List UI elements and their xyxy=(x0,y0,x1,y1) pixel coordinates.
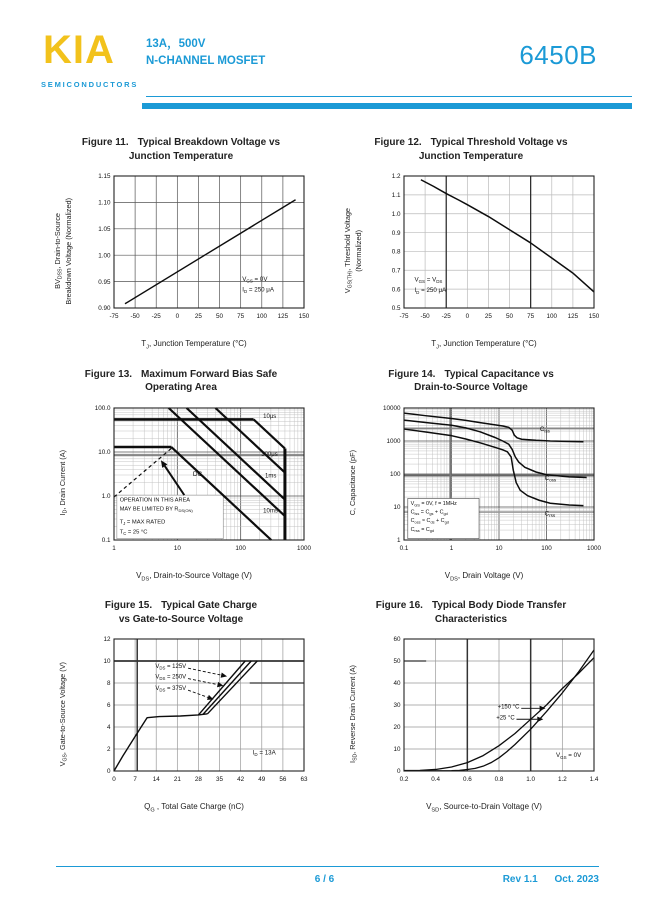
x-axis-label: $V_{SD}$, Source-to-Drain Voltage (V) xyxy=(426,802,542,814)
device-spec-line1: 13A，500V xyxy=(146,38,206,50)
figure-title-line1: Typical Threshold Voltage vs xyxy=(430,137,568,148)
svg-text:DC: DC xyxy=(192,470,203,478)
figure-title xyxy=(326,599,616,626)
y-axis-label: $V_{GS}$, Gate-to-Source Voltage (V) xyxy=(57,662,69,767)
svg-text:0.2: 0.2 xyxy=(399,776,409,784)
figure-title-line2: Drain-to-Source Voltage xyxy=(414,382,528,394)
svg-text:1.1: 1.1 xyxy=(391,192,401,200)
svg-text:49: 49 xyxy=(258,776,266,784)
svg-text:0: 0 xyxy=(106,768,111,776)
figure-number: Figure 15. xyxy=(104,600,153,612)
svg-text:0.95: 0.95 xyxy=(98,278,111,286)
svg-text:4: 4 xyxy=(106,724,111,732)
svg-text:VGS = 0V, f = 1MHz: $V_{GS} = 0V$, f = 1MHz xyxy=(410,500,457,508)
svg-text:+25 °C: +25 °C xyxy=(496,715,515,722)
svg-text:25: 25 xyxy=(484,313,492,320)
page-number: 6 / 6 xyxy=(314,874,335,885)
figure-title-line2: Junction Temperature xyxy=(418,150,524,162)
x-axis-label: $V_{DS}$, Drain Voltage (V) xyxy=(444,570,524,583)
svg-text:0: 0 xyxy=(465,313,470,320)
chart-plot xyxy=(76,400,312,566)
svg-text:0.9: 0.9 xyxy=(391,229,401,237)
svg-text:VGS = 0V: $V_{GS} = 0V$ xyxy=(242,275,268,284)
svg-text:150: 150 xyxy=(588,313,600,320)
x-axis-label: $T_J$, Junction Temperature (°C) xyxy=(141,339,247,351)
figure-title-line1: Typical Gate Charge xyxy=(161,600,258,612)
figure-13 xyxy=(36,368,326,583)
revision: Rev 1.1 xyxy=(502,874,538,885)
svg-text:100.0: 100.0 xyxy=(94,404,111,412)
svg-text:50: 50 xyxy=(506,313,514,320)
svg-text:28: 28 xyxy=(194,776,202,784)
svg-text:Coss: $C_{oss}$ xyxy=(544,474,557,483)
chart-plot xyxy=(366,168,602,334)
figure-11 xyxy=(36,136,326,351)
svg-text:-50: -50 xyxy=(130,313,140,320)
svg-text:Crss = Cgd: $C_{rss} = C_{gd}$ xyxy=(410,526,435,533)
figure-title xyxy=(326,136,616,163)
figure-title-line2: Operating Area xyxy=(145,382,217,394)
svg-text:+150 °C: +150 °C xyxy=(497,704,520,711)
svg-text:8: 8 xyxy=(106,680,111,688)
x-axis-label: $V_{DS}$, Drain-to-Source Voltage (V) xyxy=(136,570,252,583)
figure-number: Figure 13. xyxy=(84,368,133,380)
svg-text:1: 1 xyxy=(112,544,116,552)
svg-text:0: 0 xyxy=(396,768,401,776)
figure-title-line2: vs Gate-to-Source Voltage xyxy=(118,613,244,625)
revision-info xyxy=(503,874,599,885)
svg-text:10ms: 10ms xyxy=(263,507,278,514)
svg-text:10: 10 xyxy=(393,503,401,511)
svg-text:2: 2 xyxy=(106,746,111,754)
svg-text:0.4: 0.4 xyxy=(431,776,441,784)
figure-15 xyxy=(36,599,326,814)
svg-text:1: 1 xyxy=(396,536,401,544)
figure-title-line1: Typical Body Diode Transfer xyxy=(431,600,567,612)
svg-text:0: 0 xyxy=(175,313,180,320)
svg-text:Ciss = Cgs + Cgd: $C_{iss} = C_{gs} + C_{gd}$ xyxy=(410,509,448,516)
svg-text:75: 75 xyxy=(237,313,245,320)
svg-text:-25: -25 xyxy=(151,313,161,320)
figure-title xyxy=(326,368,616,395)
svg-text:1.00: 1.00 xyxy=(98,252,111,260)
svg-text:0.1: 0.1 xyxy=(101,536,111,544)
svg-text:VGS = VDS: $V_{GS} = V_{DS}$ xyxy=(414,276,443,285)
svg-text:Ciss: $C_{iss}$ xyxy=(539,425,550,434)
chart-plot xyxy=(76,631,312,797)
svg-text:7: 7 xyxy=(133,776,137,784)
svg-text:1000: 1000 xyxy=(386,437,401,445)
svg-text:1.10: 1.10 xyxy=(98,199,111,207)
footer-rule xyxy=(56,866,599,867)
svg-text:25: 25 xyxy=(194,313,202,320)
svg-text:TC = 25 °C: $T_C = 25$ °C xyxy=(119,528,148,536)
svg-text:0.8: 0.8 xyxy=(391,248,401,256)
revision-date: Oct. 2023 xyxy=(554,874,599,885)
svg-text:21: 21 xyxy=(173,776,181,784)
figure-number: Figure 14. xyxy=(388,368,436,380)
y-axis-label: $I_{SD}$, Reverse Drain Current (A) xyxy=(347,665,359,764)
svg-text:-25: -25 xyxy=(441,313,451,320)
svg-text:100: 100 xyxy=(235,544,246,552)
svg-text:63: 63 xyxy=(300,776,308,784)
svg-text:0.8: 0.8 xyxy=(494,776,504,784)
svg-text:TJ = MAX RATED: $T_J$ = MAX RATED xyxy=(119,519,166,526)
brand-logo: KIA xyxy=(43,28,115,72)
svg-text:ID = 13A: $I_D = 13A$ xyxy=(252,749,276,758)
page-header xyxy=(0,0,649,118)
svg-text:0.7: 0.7 xyxy=(391,267,401,275)
svg-text:1.0: 1.0 xyxy=(391,210,401,218)
chart-plot xyxy=(76,168,312,334)
figure-12 xyxy=(326,136,616,351)
svg-text:14: 14 xyxy=(152,776,160,784)
device-spec xyxy=(146,36,265,71)
svg-text:0.90: 0.90 xyxy=(98,305,111,313)
svg-text:50: 50 xyxy=(393,658,401,666)
svg-text:10.0: 10.0 xyxy=(98,448,111,456)
svg-text:30: 30 xyxy=(393,702,401,710)
svg-text:1.2: 1.2 xyxy=(557,776,567,784)
svg-text:0.6: 0.6 xyxy=(462,776,472,784)
y-axis-label: $V_{GS(TH)}$, Threshold Voltage (Normalized) xyxy=(343,208,363,294)
y-axis-label: $BV_{DSS}$, Drain-to-Source Breakdown Voltage (Normalized) xyxy=(53,197,73,305)
svg-text:100: 100 xyxy=(541,544,552,552)
figures-grid xyxy=(36,136,616,814)
svg-text:75: 75 xyxy=(527,313,535,320)
svg-text:35: 35 xyxy=(216,776,224,784)
svg-text:1: 1 xyxy=(449,544,454,552)
svg-text:VDS = 125V: $V_{DS} = 125V$ xyxy=(155,664,187,671)
figure-title-line2: Characteristics xyxy=(434,613,508,625)
device-spec-line2: N-CHANNEL MOSFET xyxy=(146,55,266,68)
svg-text:12: 12 xyxy=(103,636,111,644)
figure-16 xyxy=(326,599,616,814)
svg-text:Coss ≈ Cds + Cgd: $C_{oss} \approx C_{ds} + C_{gd}$ xyxy=(410,517,449,525)
svg-text:56: 56 xyxy=(279,776,287,784)
svg-text:10: 10 xyxy=(173,544,181,552)
svg-text:1.0: 1.0 xyxy=(101,492,111,500)
figure-title-line1: Maximum Forward Bias Safe xyxy=(141,368,278,380)
svg-text:125: 125 xyxy=(277,313,289,320)
header-rule-thick xyxy=(142,103,632,109)
x-axis-label: $Q_G$ , Total Gate Charge (nC) xyxy=(144,802,244,814)
x-axis-label: $T_J$, Junction Temperature (°C) xyxy=(431,339,537,351)
svg-text:1000: 1000 xyxy=(586,544,602,552)
y-axis-label: $I_D$, Drain Current (A) xyxy=(57,449,69,516)
svg-text:100: 100 xyxy=(389,470,401,478)
svg-text:1.2: 1.2 xyxy=(391,173,401,181)
svg-text:1000: 1000 xyxy=(296,544,312,552)
svg-text:MAY BE LIMITED BY RDS(ON): MAY BE LIMITED BY $R_{DS(ON)}$ xyxy=(119,505,193,513)
svg-text:0.6: 0.6 xyxy=(391,286,401,294)
svg-text:0.1: 0.1 xyxy=(399,544,409,552)
figure-title-line2: Junction Temperature xyxy=(128,150,234,162)
svg-text:20: 20 xyxy=(393,724,401,732)
figure-14 xyxy=(326,368,616,583)
svg-text:1.4: 1.4 xyxy=(589,776,599,784)
brand-logo-subtitle: SEMICONDUCTORS xyxy=(41,80,139,89)
svg-text:40: 40 xyxy=(393,680,401,688)
svg-text:60: 60 xyxy=(393,636,401,644)
figure-title-line1: Typical Capacitance vs xyxy=(444,368,554,380)
svg-text:OPERATION IN THIS AREA: OPERATION IN THIS AREA xyxy=(119,497,191,504)
svg-text:Crss: $C_{rss}$ xyxy=(544,510,556,518)
svg-text:VGS = 0V: $V_{GS} = 0V$ xyxy=(556,752,582,760)
chart-plot xyxy=(366,400,602,566)
svg-text:VDS = 250V: $V_{DS} = 250V$ xyxy=(155,674,187,682)
figure-title-line1: Typical Breakdown Voltage vs xyxy=(137,137,281,148)
svg-text:1.0: 1.0 xyxy=(526,776,536,784)
svg-text:ID = 250 μA: $I_D = 250$ μA xyxy=(242,286,274,295)
figure-title xyxy=(36,368,326,395)
svg-text:-50: -50 xyxy=(420,313,430,320)
page-footer xyxy=(0,874,649,890)
svg-text:1.15: 1.15 xyxy=(98,173,111,181)
svg-text:0: 0 xyxy=(112,776,116,784)
figure-number: Figure 11. xyxy=(81,137,129,148)
svg-text:10μs: 10μs xyxy=(263,413,277,420)
svg-text:100: 100 xyxy=(546,313,558,320)
svg-text:1.05: 1.05 xyxy=(98,226,111,233)
svg-text:100: 100 xyxy=(256,313,268,320)
svg-text:10000: 10000 xyxy=(382,404,401,412)
svg-text:10: 10 xyxy=(495,544,503,552)
svg-text:-75: -75 xyxy=(399,313,409,320)
part-number: 6450B xyxy=(519,40,597,70)
svg-text:-75: -75 xyxy=(109,313,119,320)
y-axis-label: C, Capacitance (pF) xyxy=(348,449,358,516)
svg-text:10: 10 xyxy=(393,746,401,754)
svg-text:10: 10 xyxy=(103,658,111,666)
svg-text:50: 50 xyxy=(216,313,224,320)
chart-plot xyxy=(366,631,602,797)
svg-text:ID = 250 μA: $I_D = 250$ μA xyxy=(414,287,447,295)
svg-text:300μs: 300μs xyxy=(261,451,278,458)
svg-text:VDS = 375V: $V_{DS} = 375V$ xyxy=(155,686,187,693)
svg-text:125: 125 xyxy=(567,313,579,320)
figure-number: Figure 16. xyxy=(375,600,423,612)
svg-text:6: 6 xyxy=(106,702,111,710)
svg-text:42: 42 xyxy=(237,776,245,784)
figure-title xyxy=(36,136,326,163)
header-rule-thin xyxy=(146,96,632,97)
figure-number: Figure 12. xyxy=(374,137,422,148)
svg-text:1ms: 1ms xyxy=(265,472,277,479)
svg-text:150: 150 xyxy=(298,313,310,320)
figure-title xyxy=(36,599,326,626)
svg-text:0.5: 0.5 xyxy=(391,305,401,313)
